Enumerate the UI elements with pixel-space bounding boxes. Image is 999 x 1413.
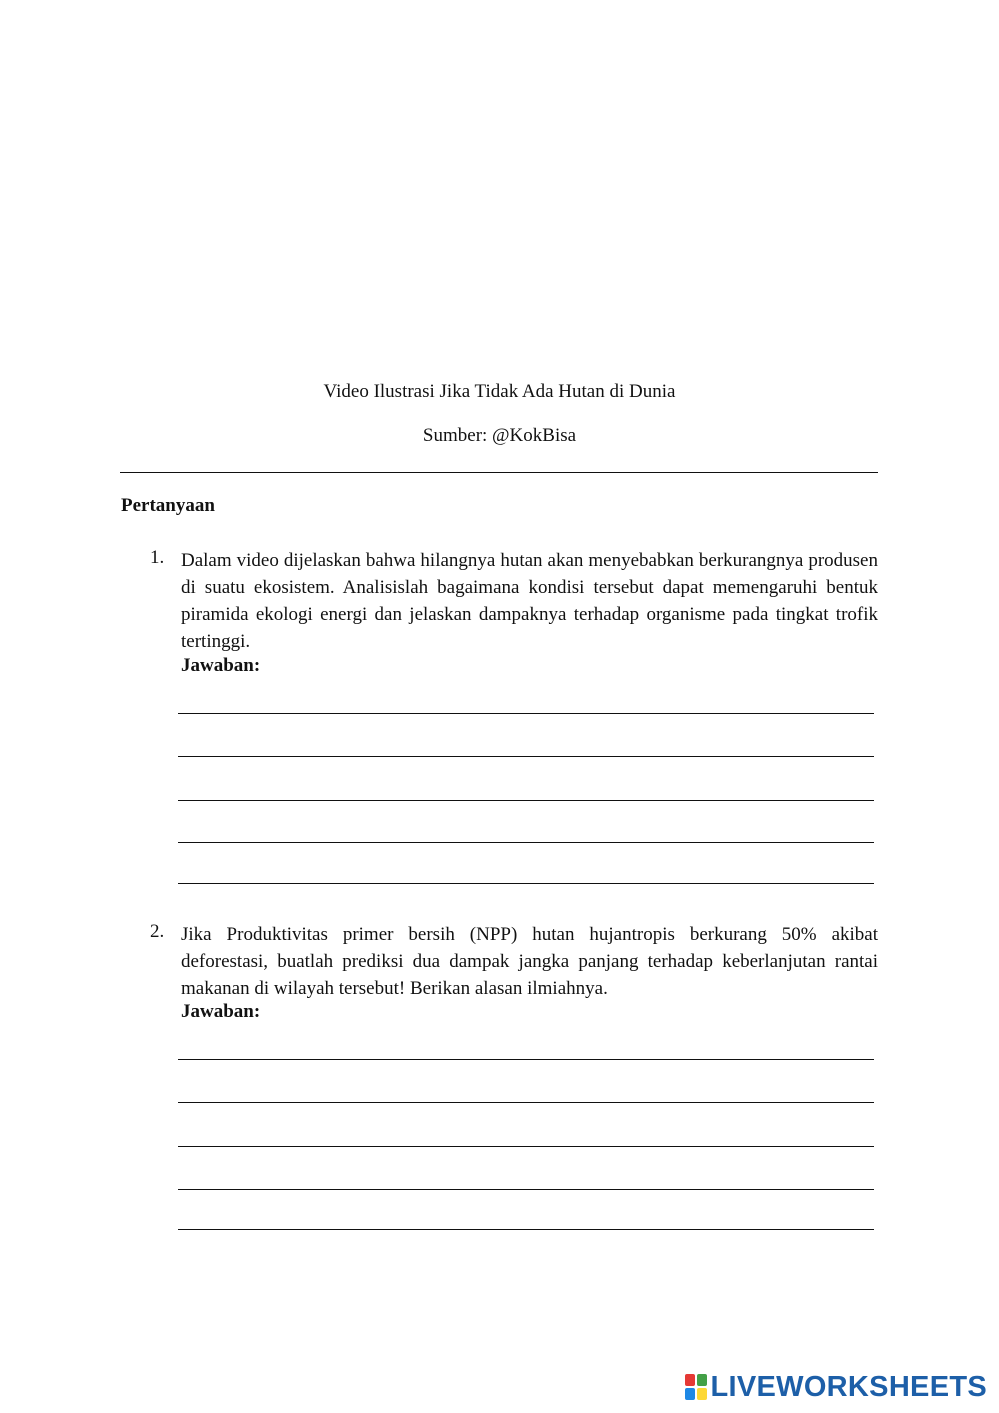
question-2-number: 2. xyxy=(150,921,165,942)
question-2-answer-line[interactable] xyxy=(178,1229,874,1230)
logo-tile-i xyxy=(697,1374,707,1386)
section-heading: Pertanyaan xyxy=(121,495,215,516)
brand-name: LIVEWORKSHEETS xyxy=(710,1370,987,1403)
liveworksheets-logo xyxy=(685,1372,988,1402)
question-1-number: 1. xyxy=(150,547,165,568)
question-1-answer-line[interactable] xyxy=(178,883,874,884)
logo-tile-e xyxy=(697,1388,707,1400)
question-1-answer-line[interactable] xyxy=(178,800,874,801)
question-1-answer-line[interactable] xyxy=(178,756,874,757)
question-2-answer-line[interactable] xyxy=(178,1059,874,1060)
question-1-text: Dalam video dijelaskan bahwa hilangnya hutan akan menyebabkan berkurangnya produsen di suatu ekosistem. Analisislah bagaimana kondisi tersebut dapat memengaruhi bentuk piramida ekologi energi dan jelaskan dampaknya terhadap organisme pada tingkat trofik tertinggi. xyxy=(181,550,878,652)
liveworksheets-logo-icon xyxy=(685,1374,707,1400)
source-credit: Sumber: @KokBisa xyxy=(422,425,577,446)
document-title: Video Ilustrasi Jika Tidak Ada Hutan di Dunia xyxy=(323,381,676,402)
question-2-answer-line[interactable] xyxy=(178,1146,874,1147)
question-2-answer-line[interactable] xyxy=(178,1189,874,1190)
logo-tile-v xyxy=(685,1388,695,1400)
question-1-answer-label: Jawaban: xyxy=(181,655,261,676)
question-2-answer-line[interactable] xyxy=(178,1102,874,1103)
logo-tile-l xyxy=(685,1374,695,1386)
header-divider xyxy=(120,472,878,473)
question-2-answer-label: Jawaban: xyxy=(181,1001,261,1022)
question-1-answer-line[interactable] xyxy=(178,842,874,843)
question-2-text: Jika Produktivitas primer bersih (NPP) hutan hujantropis berkurang 50% akibat deforestasi, buatlah prediksi dua dampak jangka panjang terhadap keberlanjutan rantai makanan di wilayah tersebut! Berikan alasan ilmiahnya. xyxy=(181,924,878,999)
question-1-answer-line[interactable] xyxy=(178,713,874,714)
